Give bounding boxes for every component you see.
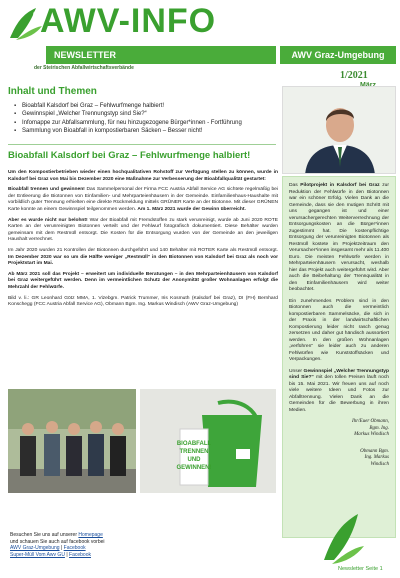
article-bold: Bioabfall trennen und gewinnen! <box>8 187 85 193</box>
signature-line: Markus Windisch <box>354 432 389 438</box>
article-text: Das Sammelpersonal der Firma FCC Austria Abfall Service AG sichtete regelmäßig bei der Entleerung die Biotonnen von Einfamilien- und Mehrparteienhäusern in der Gemeinde. Einfamilienhaus-Haushalte mit vorbildlich guter Trennung erhielten eine direkte Rückmeldung mittels GRÜNER Karte an der Biotonne. Mit dieser GRÜNEN Karte konnte an einem Gewinnspiel teilgenommen werden. <box>8 187 278 212</box>
green-bin-icon <box>140 389 276 493</box>
article-paragraph <box>8 187 278 213</box>
article-text: Im Jahr 2020 wurden 21 Kontrollen der Biotonnen durchgeführt und 140 Behälter mit ROTER Karte als Restmüll entsorgt. <box>8 247 278 253</box>
signature-block <box>289 419 389 439</box>
section-divider <box>8 144 276 145</box>
article-paragraph <box>8 218 278 244</box>
facebook-link-2[interactable]: Facebook <box>69 551 91 558</box>
brand-title: AWV-INFO <box>40 2 217 40</box>
bin-label-line: BIOABFALL <box>176 441 212 447</box>
caption-text: Bild v. li.: GR Leonhard Götz MMA, 1. Vizebgm. Patrick Trummer, Iris Kosmuth (Kalsdorf bei Graz), DI (FH) Bernhard Konschegg (FCC Austria Abfall Service AG), Obmann Bgm. Ing. Markus Windisch (AWV Graz-Umgebung) <box>8 295 278 308</box>
person-portrait-icon <box>283 87 396 174</box>
newsletter-bar: NEWSLETTER <box>46 46 276 64</box>
sidebar-paragraph <box>289 299 389 364</box>
toc-item: ▪ Infomappe zur Abfallsammlung, für neu hinzugezogene Bürger*innen - Fortführung <box>14 119 276 127</box>
footer-line <box>10 532 270 539</box>
signature-line: Bgm. Ing. <box>369 425 389 431</box>
awv-gu-link[interactable]: AWV Graz-Umgebung <box>10 545 60 552</box>
biobin-photo <box>140 389 276 493</box>
toc-title: Inhalt und Themen <box>8 86 97 97</box>
awv-footer-logo-icon <box>318 508 368 566</box>
page-number: Newsletter Seite 1 <box>338 566 383 572</box>
region-bar: AWV Graz-Umgebung <box>280 46 396 64</box>
toc-item: ▪ Gewinnspiel „Welcher Trennungstyp sind Sie?“ <box>14 110 276 118</box>
footer-links <box>10 532 270 558</box>
footer-text: Besuchen Sie uns auf unserer <box>10 532 79 538</box>
signature-line: Ihr/Euer Obmann, <box>352 419 389 424</box>
group-photo <box>8 389 136 493</box>
sidebar-text: zur Reduktion der Fehlwürfe in den Biotonnen war ein schöner Erfolg. Vielen Dank an die Gemeinde, dass sie den mutigen Schritt mit uns gegangen ist und einer verursachergerechten Weiterverrechnung der Entsorgungskosten an die Bürger*innen zugestimmt hat. Die kostenpflichtige Entsorgung der verunreinigten Biotonnen als Restmüll kostete im Projektzeitraum den Verursacher*innen insgesamt mehr als 11.400 Euro. Die meisten Fehlwürfe werden in Mehrparteienhäusern verursacht, weshalb hier das Projekt auch weitergeführt wird. Aber auch die Beibehaltung der Trennqualität in den Einfamilienhäusern wird weiter beobachtet. <box>289 183 389 292</box>
facebook-link[interactable]: Facebook <box>63 545 86 552</box>
group-photo-icon <box>8 389 136 493</box>
super-muell-link[interactable]: Super-Müll Vom Awv GU <box>10 551 65 558</box>
sidebar-paragraph <box>289 369 389 415</box>
sidebar-text: mit den tollen Preisen läuft noch bis 15. Mai 2021. Wir freuen uns auf noch viele weitere Ideen und Fotos zur Abfalltrennung. Vielen Dank an die Gemeinden für die Bewerbung in ihren Medien. <box>289 375 389 413</box>
article-text: War der Bioabfall mit Fremdstoffen zu stark verunreinigt, wurde ab Juni 2020 ROTE Karten an der verunreinigten Biotonnen verteilt und der Fehlwurf fotografisch dokumentiert. Diese Behälter wurden gemeinsam mit dem Restmüll entsorgt. Die Kosten für die Entsorgung wurden von der Gemeinde an den jeweiligen Haushalt verrechnet. <box>8 217 278 243</box>
sidebar-text: Unser <box>289 368 304 374</box>
footer-line: und schauen Sie auch auf facebook vorbei <box>10 538 105 545</box>
signature-line: Ing. Markus <box>364 455 389 461</box>
sub-organization: der Steirischen Abfallwirtschaftsverbände <box>34 65 134 71</box>
article-lead: Um den Kompostierbetrieben wieder einen hochqualitativen Rohstoff zur Verfügung stellen zu können, wurde in Kalsdorf bei Graz von Mai bis Dezember 2020 eine Maßnahme zur Verbesserung der Bioabfallqualität gestartet: <box>8 170 278 182</box>
bin-label-line: GEWINNEN! <box>176 465 212 471</box>
signature-block-2 <box>289 449 389 469</box>
photo-caption <box>8 296 278 309</box>
sidebar-paragraph <box>289 183 389 294</box>
toc-item: ▪ Sammlung von Bioabfall in kompostierbaren Säcken – Besser nicht! <box>14 127 276 135</box>
article-bold: Am 1. März 2021 wurde der Gewinn überreicht. <box>137 206 246 212</box>
issue-number: 1/2021 <box>340 70 368 81</box>
homepage-link[interactable]: Homepage <box>78 532 103 538</box>
sidebar-text: Ein zunehmendes Problem sind in den Biotonnen auch die vermeintlich kompostierbaren Sammelsäcke, die sich in der Praxis in der landwirtschaftlichen Kompostierung leider nicht rasch genug zersetzen und daher gut händisch aussortiert werden. In den großen Wohnanlagen „verführen“ sie leider auch zu anderen Fehlwürfen wie Kunststoffsäcken und Verpackungen. <box>289 298 389 362</box>
article-paragraph <box>8 170 278 183</box>
article-paragraph <box>8 272 278 292</box>
sidebar-bold: Pilotprojekt in Kalsdorf bei Graz <box>300 183 380 188</box>
sidebar-text: Das <box>289 183 301 188</box>
article-body <box>8 170 278 313</box>
toc-list <box>14 102 276 136</box>
signature-line: Obmann Bgm. <box>360 448 389 454</box>
article-bold: Ab März 2021 soll das Projekt – erweitert um individuelle Beratungen – in den Mehrparteienhäusern von Kalsdorf bei Graz weitergeführt werden. Denn im vermeintlichen Schutz der Anonymität großer Wohnanlagen erfolgt die Mehrzahl der Fehlwürfe. <box>8 271 278 290</box>
bin-label-line: TRENNEN <box>179 449 209 455</box>
footer-line <box>10 552 270 559</box>
footer-line <box>10 545 270 552</box>
article-bold: Im Dezember 2020 war so um die Hälfte weniger „Restmüll“ in den Biotonnen von Kalsdorf bei Graz als noch vor Projektstart im Mai. <box>8 254 278 267</box>
toc-item: ▪ Bioabfall Kalsdorf bei Graz – Fehlwurfmenge halbiert! <box>14 102 276 110</box>
sidebar-bold: Gewinnspiel „Welcher Trennungstyp sind Sie?“ <box>289 368 389 380</box>
chairman-portrait <box>282 86 396 174</box>
article-headline: Bioabfall Kalsdorf bei Graz – Fehlwurfmenge halbiert! <box>8 150 251 161</box>
signature-line: Windisch <box>370 461 389 467</box>
article-bold: Aber es wurde nicht nur belohnt! <box>8 217 88 223</box>
chairman-sidebar <box>282 176 396 538</box>
article-paragraph <box>8 248 278 268</box>
footer-separator: | <box>64 551 70 558</box>
footer-separator: | <box>59 545 64 552</box>
bin-label-line: UND <box>187 457 201 463</box>
